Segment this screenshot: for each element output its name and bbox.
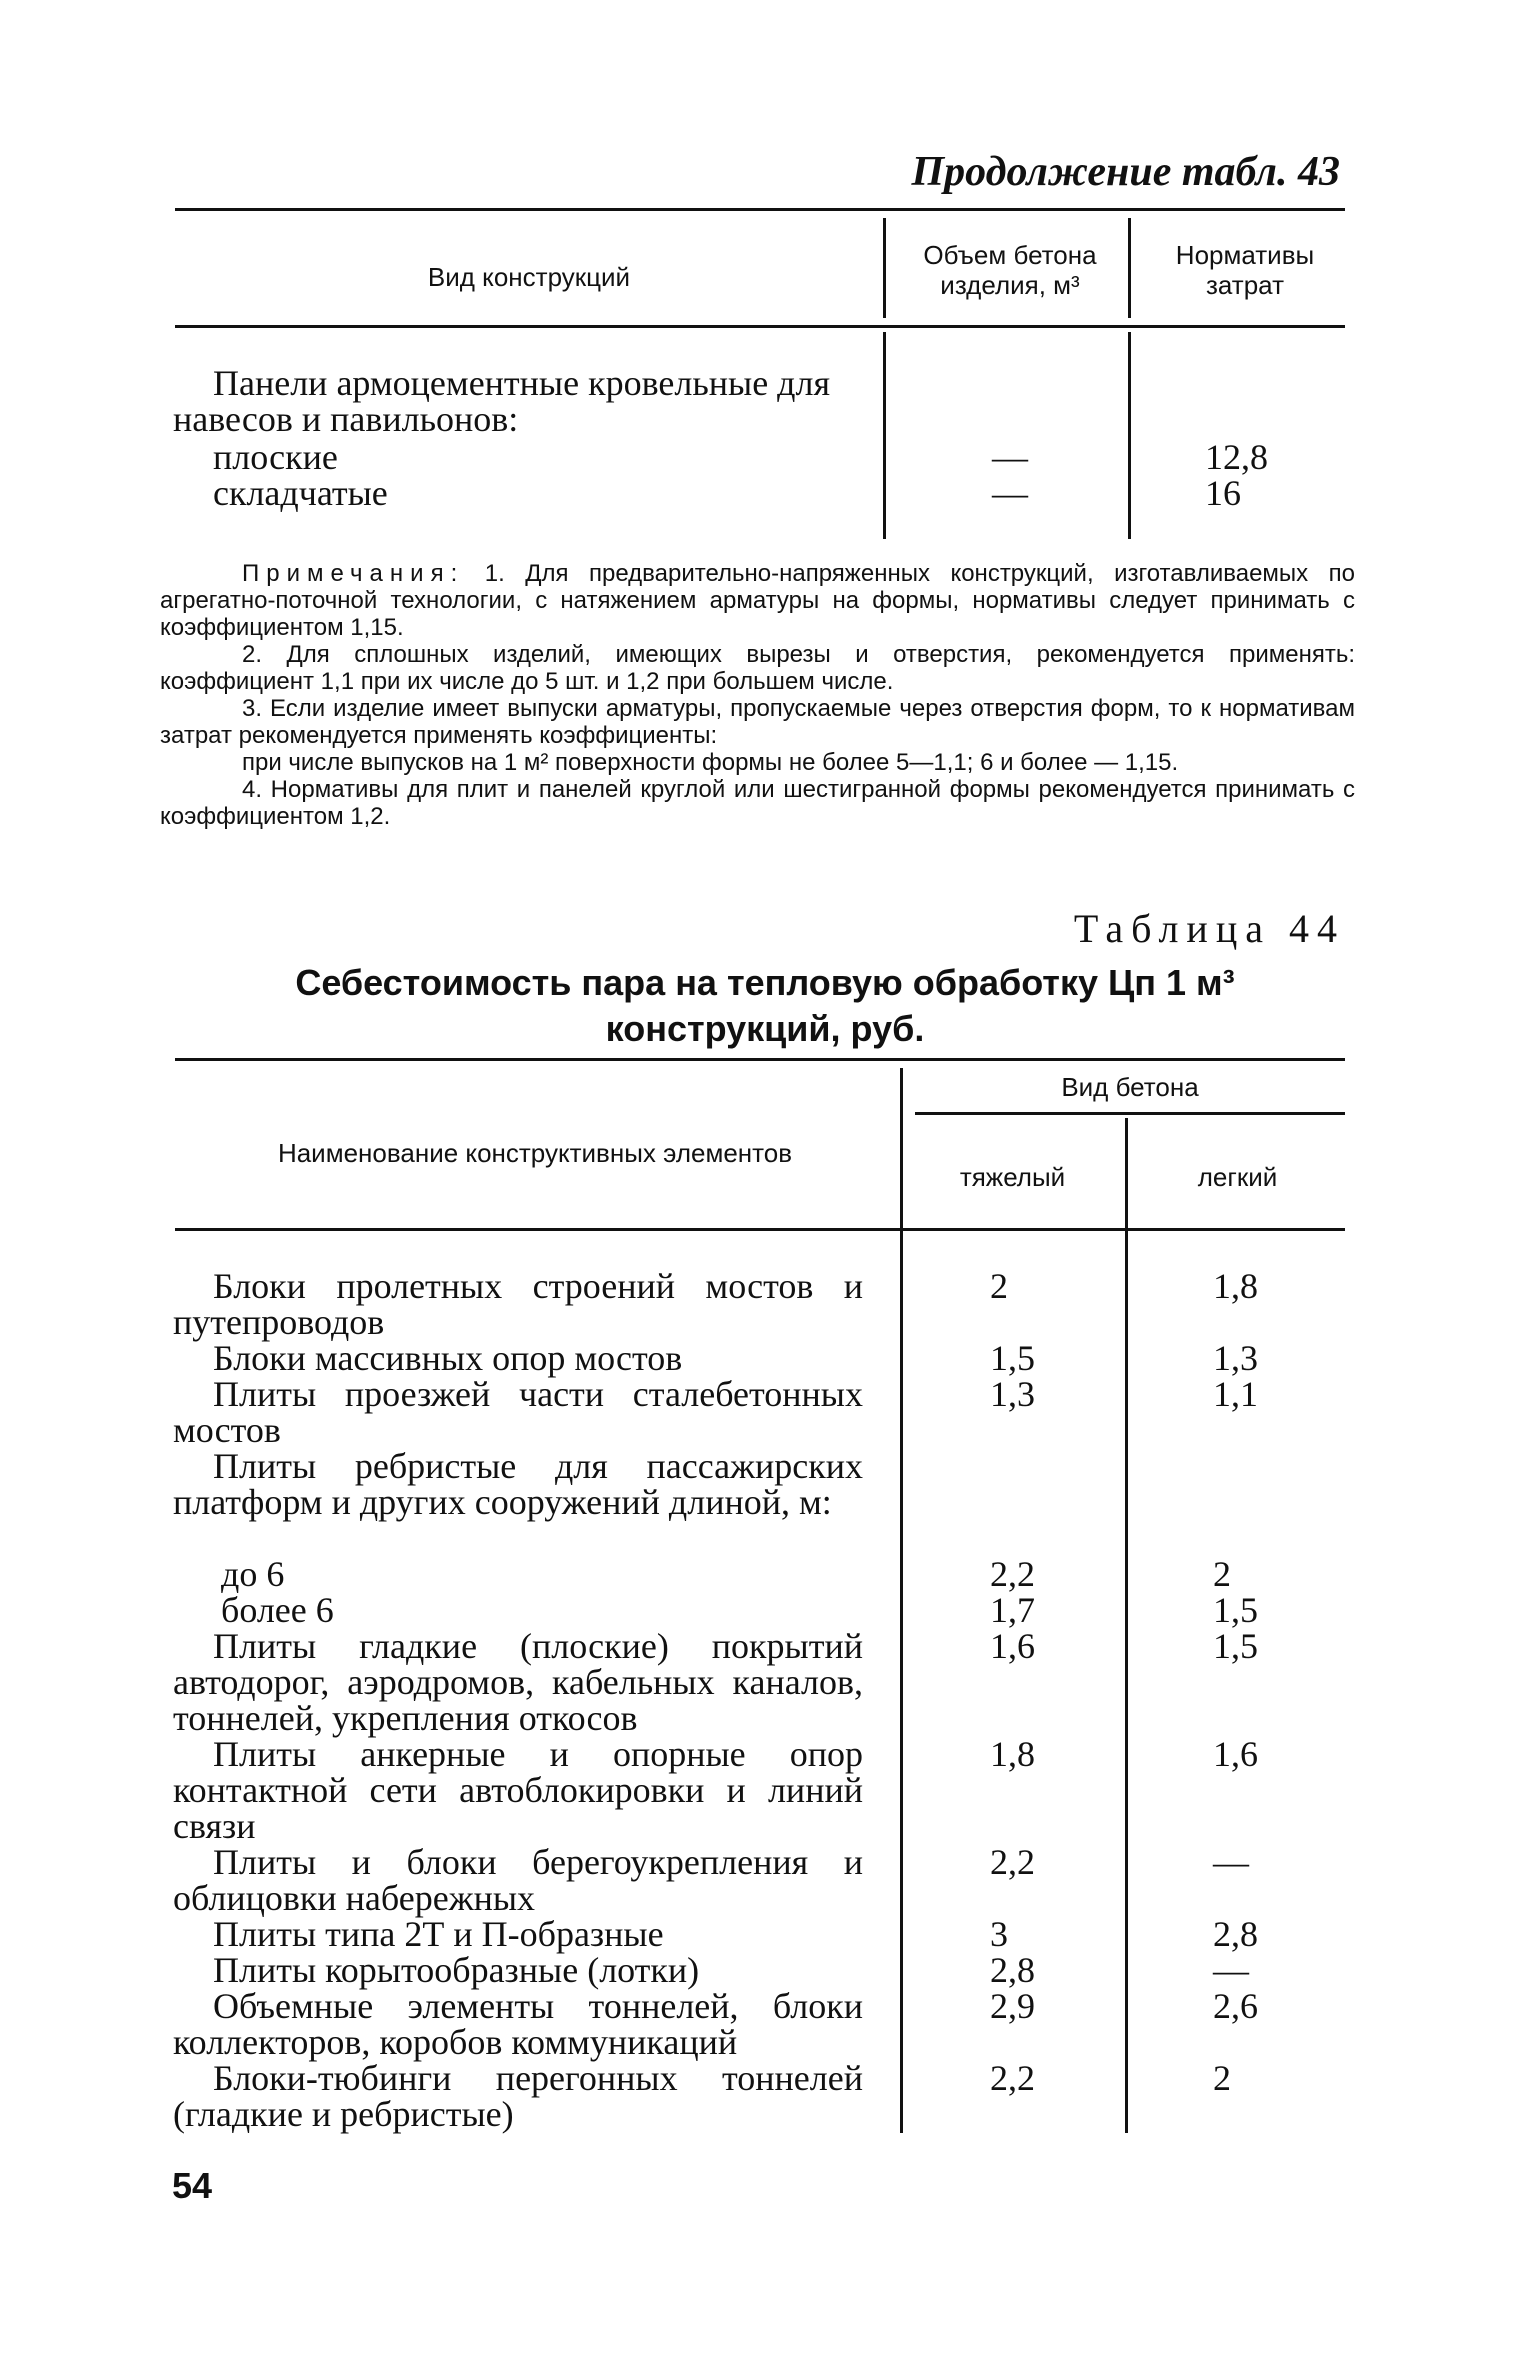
table44-row-9: Плиты и блоки берегоукрепления и облицовки набережных <box>173 1842 863 1918</box>
table44-title <box>160 960 1370 1052</box>
table44-light-1: 1,8 <box>1213 1266 1258 1306</box>
note-3a: 3. Если изделие имеет выпуски арматуры, пропускаемые через отверстия форм, то к нормативам затрат рекомендуется применять коэффициенты: <box>160 695 1355 749</box>
table44-row-11: Плиты корытообразные (лотки) <box>213 1950 700 1990</box>
table43-header-norms: Нормативы затрат <box>1175 240 1315 300</box>
page-number: 54 <box>172 2165 213 2206</box>
table44-row-5: до 6 <box>221 1554 285 1594</box>
table44-heavy-5: 2,2 <box>990 1554 1035 1594</box>
table44-heavy-8: 1,8 <box>990 1734 1035 1774</box>
table44-heavy-7: 1,6 <box>990 1626 1035 1666</box>
table43-top-rule <box>175 208 1345 211</box>
table43-folded-volume: — <box>992 473 1028 513</box>
table44-header-name: Наименование конструктивных элементов <box>277 1138 793 1168</box>
table44-heavy-1: 2 <box>990 1266 1008 1306</box>
table44-light-2: 1,3 <box>1213 1338 1258 1378</box>
table44-row-12: Объемные элементы тоннелей, блоки коллекторов, коробов коммуникаций <box>173 1986 863 2062</box>
table44-heavy-10: 3 <box>990 1914 1008 1954</box>
table44-light-9: — <box>1213 1842 1249 1882</box>
table44-title-line2: конструкций, руб. <box>605 1008 925 1049</box>
notes-block <box>160 560 1355 830</box>
table43-flat-norm: 12,8 <box>1205 437 1268 477</box>
table44-light-8: 1,6 <box>1213 1734 1258 1774</box>
note-1-text: 1. Для предварительно-напряженных конструкций, изготавливаемых по агрегатно-поточной технологии, с натяжением арматуры на формы, нормативы следует принимать с коэффициентом 1,15. <box>160 560 1356 641</box>
table44-light-13: 2 <box>1213 2058 1231 2098</box>
table44-heavy-2: 1,5 <box>990 1338 1035 1378</box>
note-4: 4. Нормативы для плит и панелей круглой или шестигранной формы рекомендуется принимать с коэффициентом 1,2. <box>160 776 1355 830</box>
table43-vline-2 <box>1128 218 1131 318</box>
table44-header-light: легкий <box>1197 1162 1278 1192</box>
table44-row-1: Блоки пролетных строений мостов и путепроводов <box>173 1266 863 1342</box>
table44-row-4: Плиты ребристые для пассажирских платформ и других сооружений длиной, м: <box>173 1446 863 1522</box>
table44-row-13: Блоки-тюбинги перегонных тоннелей (гладкие и ребристые) <box>173 2058 863 2134</box>
table43-vline-1b <box>883 332 886 539</box>
table43-row-folded: складчатые <box>213 473 388 513</box>
table44-heavy-13: 2,2 <box>990 2058 1035 2098</box>
notes-label: Примечания: <box>242 560 465 587</box>
table43-vline-2b <box>1128 332 1131 539</box>
table43-header-type: Вид конструкций <box>427 262 631 292</box>
table43-vline-1 <box>883 218 886 318</box>
note-3b: при числе выпусков на 1 м² поверхности формы не более 5—1,1; 6 и более — 1,15. <box>242 749 1179 776</box>
table44-row-3: Плиты проезжей части сталебетонных мостов <box>173 1374 863 1450</box>
note-1 <box>160 560 1355 641</box>
table44-group-rule <box>915 1112 1345 1115</box>
table44-heavy-9: 2,2 <box>990 1842 1035 1882</box>
table44-row-2: Блоки массивных опор мостов <box>213 1338 683 1378</box>
table44-row-8: Плиты анкерные и опорные опор контактной сети автоблокировки и линий связи <box>173 1734 863 1846</box>
table44-light-6: 1,5 <box>1213 1590 1258 1630</box>
table44-header-group: Вид бетона <box>1061 1072 1199 1102</box>
table44-heavy-6: 1,7 <box>990 1590 1035 1630</box>
table43-row-flat: плоские <box>213 437 338 477</box>
table44-header-heavy: тяжелый <box>959 1162 1066 1192</box>
table44-top-rule <box>175 1058 1345 1061</box>
table44-light-11: — <box>1213 1950 1249 1990</box>
table44-light-7: 1,5 <box>1213 1626 1258 1666</box>
table44-light-10: 2,8 <box>1213 1914 1258 1954</box>
table43-header-rule <box>175 325 1345 328</box>
table44-header-rule <box>175 1228 1345 1231</box>
table44-heavy-12: 2,9 <box>990 1986 1035 2026</box>
table44-number: Таблица 44 <box>1073 906 1345 951</box>
table44-row-10: Плиты типа 2Т и П-образные <box>213 1914 664 1954</box>
table44-light-3: 1,1 <box>1213 1374 1258 1414</box>
table44-heavy-3: 1,3 <box>990 1374 1035 1414</box>
table43-folded-norm: 16 <box>1205 473 1241 513</box>
continuation-title: Продолжение табл. 43 <box>911 149 1340 195</box>
table44-light-12: 2,6 <box>1213 1986 1258 2026</box>
table44-row-6: более 6 <box>221 1590 334 1630</box>
table43-row-panels: Панели армоцементные кровельные для навесов и павильонов: <box>173 363 831 439</box>
table44-heavy-11: 2,8 <box>990 1950 1035 1990</box>
note-2: 2. Для сплошных изделий, имеющих вырезы и отверстия, рекомендуется применять: коэффициент 1,1 при их числе до 5 шт. и 1,2 при большем числе. <box>160 641 1355 695</box>
table44-vline-2 <box>1125 1118 1128 2133</box>
table44-light-5: 2 <box>1213 1554 1231 1594</box>
table43-header-volume: Объем бетона изделия, м³ <box>923 240 1097 300</box>
table43-flat-volume: — <box>992 437 1028 477</box>
table44-row-7: Плиты гладкие (плоские) покрытий автодорог, аэродромов, кабельных каналов, тоннелей, укрепления откосов <box>173 1626 863 1738</box>
table44-title-line1: Себестоимость пара на тепловую обработку Цп 1 м³ <box>295 962 1235 1003</box>
